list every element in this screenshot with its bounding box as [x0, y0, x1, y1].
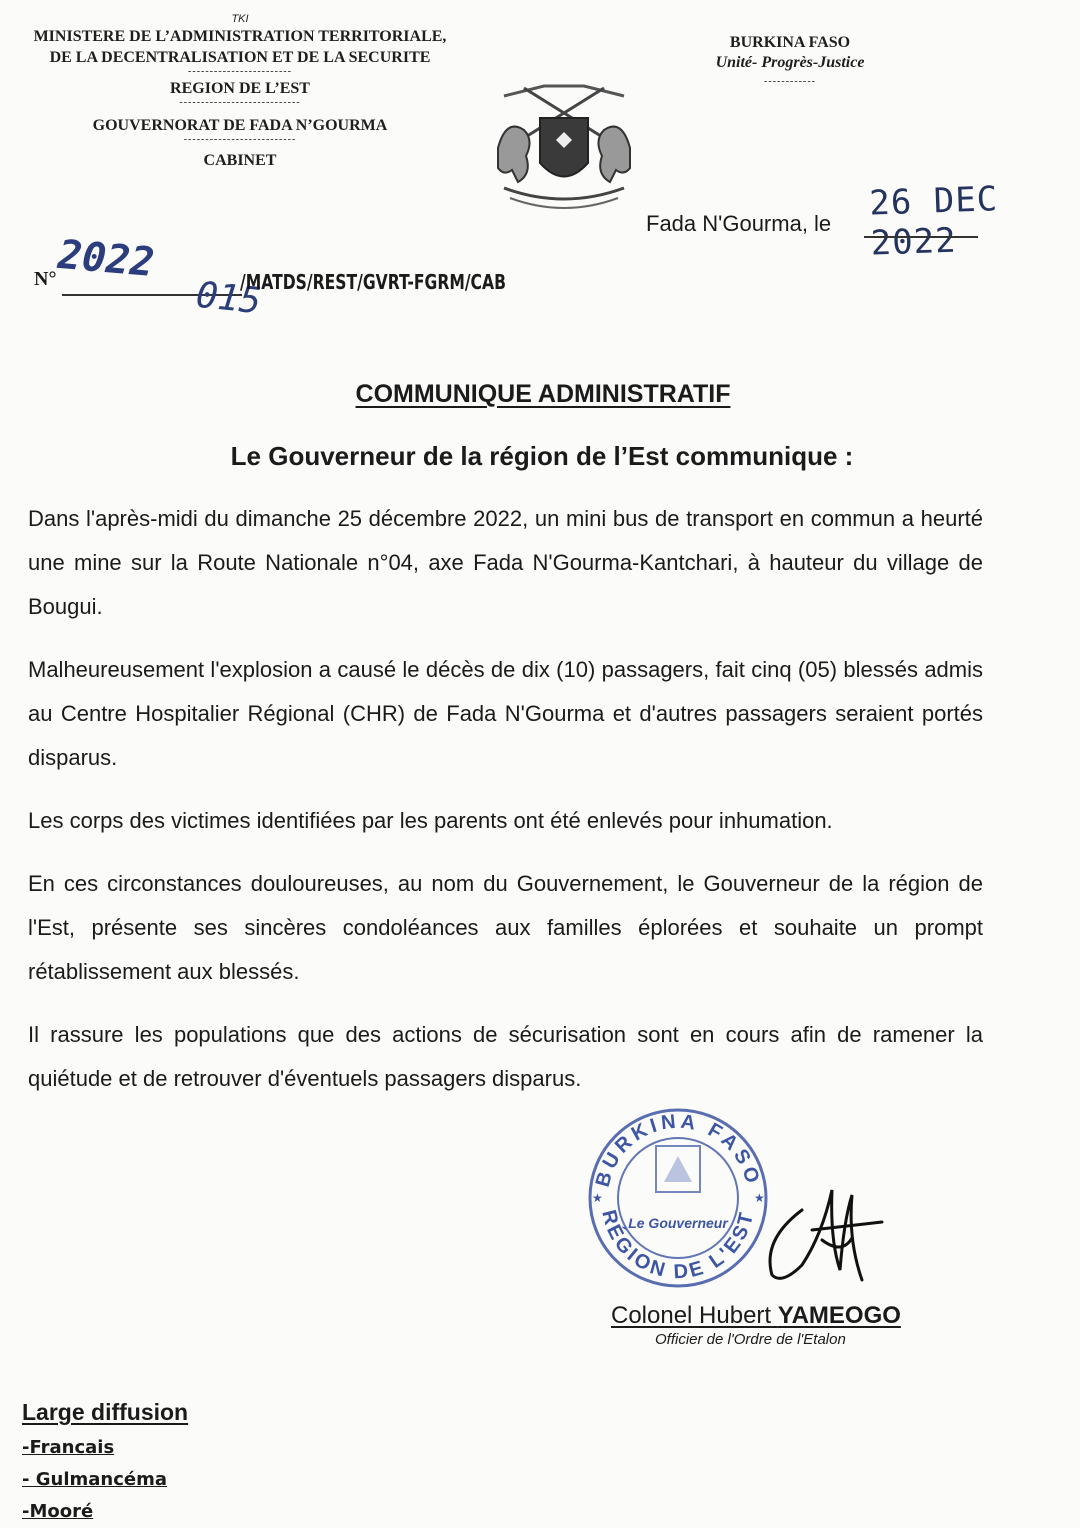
document-title: COMMUNIQUE ADMINISTRATIF	[355, 380, 731, 408]
place-label: Fada N'Gourma, le	[646, 211, 832, 236]
signer-name	[611, 1302, 901, 1330]
signer-last-name: YAMEOGO	[777, 1302, 901, 1329]
tki-mark: TKI	[231, 13, 249, 25]
date-underline	[864, 236, 978, 238]
distribution-list	[22, 1399, 188, 1528]
official-stamp	[584, 1104, 772, 1292]
distribution-item: -Francais	[22, 1437, 115, 1458]
handwritten-date: 26 DEC 2022	[868, 179, 999, 264]
issuing-authority-header	[20, 12, 460, 171]
svg-text:★: ★	[592, 1191, 603, 1205]
separator: --------------------------	[183, 134, 297, 145]
country-name: BURKINA FASO	[729, 34, 851, 51]
separator: ------------	[764, 76, 816, 87]
national-motto: Unité- Progrès-Justice	[715, 54, 865, 71]
distribution-item: -Mooré	[22, 1501, 94, 1522]
distribution-item: - Gulmancéma	[22, 1469, 167, 1490]
handwritten-reference-year: 2022	[56, 231, 157, 287]
country-header	[670, 34, 910, 86]
handwritten-signature	[752, 1180, 892, 1300]
signer-first-name: Colonel Hubert	[611, 1302, 772, 1329]
reference-number-label: N°	[34, 268, 57, 290]
coat-of-arms-emblem	[484, 78, 644, 218]
paragraph-condolences: En ces circonstances douloureuses, au nom du Gouvernement, le Gouverneur de la région de l'Est, présente ses sincères condoléances aux familles éplorées et souhaite un prompt rétablissement aux blessés.	[28, 871, 983, 984]
ministry-line-2: DE LA DECENTRALISATION ET DE LA SECURITE	[49, 49, 431, 66]
paragraph-burial: Les corps des victimes identifiées par les parents ont été enlevés pour inhumation.	[28, 808, 833, 833]
separator: ------------------------	[188, 66, 292, 77]
ministry-line-1: MINISTERE DE L’ADMINISTRATION TERRITORIALE,	[33, 28, 447, 45]
separator: ----------------------------	[179, 97, 301, 108]
region-name: REGION DE L’EST	[170, 80, 310, 97]
stamp-bottom-text: RÉGION DE L'EST	[597, 1207, 759, 1284]
stamp-center-text: Le Gouverneur	[628, 1215, 728, 1231]
handwritten-reference-number: 015	[194, 274, 263, 323]
paragraph-casualties: Malheureusement l'explosion a causé le décès de dix (10) passagers, fait cinq (05) blessés admis au Centre Hospitalier Régional (CHR) de Fada N'Gourma et d'autres passagers seraient portés disparus.	[28, 657, 983, 770]
cabinet-label: CABINET	[203, 152, 277, 169]
svg-text:★: ★	[754, 1191, 765, 1205]
signer-title: Officier de l'Ordre de l'Etalon	[655, 1331, 846, 1348]
paragraph-incident: Dans l'après-midi du dimanche 25 décembre 2022, un mini bus de transport en commun a heurté une mine sur la Route Nationale n°04, axe Fada N'Gourma-Kantchari, à hauteur du village de Bougui.	[28, 506, 983, 619]
reference-code: /MATDS/REST/GVRT-FGRM/CAB	[240, 270, 506, 294]
distribution-title: Large diffusion	[22, 1399, 189, 1425]
governorate-name: GOUVERNORAT DE FADA N’GOURMA	[92, 117, 388, 134]
document-subtitle: Le Gouverneur de la région de l’Est communique :	[230, 441, 854, 471]
paragraph-reassurance: Il rassure les populations que des actions de sécurisation sont en cours afin de ramener la quiétude et de retrouver d'éventuels passagers disparus.	[28, 1022, 983, 1091]
stamp-top-text: BURKINA FASO	[591, 1110, 765, 1190]
communique-body	[28, 497, 983, 1120]
